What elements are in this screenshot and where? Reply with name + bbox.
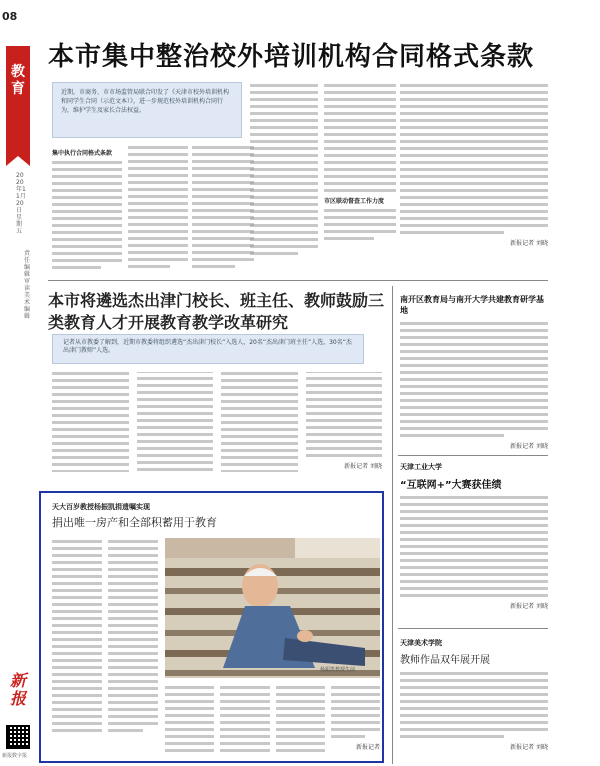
- main-lead-box: [52, 82, 242, 138]
- sidebar-story1-title: 南开区教育局与南开大学共建教育研学基地: [400, 295, 544, 315]
- sidebar-story3-title: 教师作品双年展开展: [400, 655, 490, 666]
- feature-headline: 捐出唯一房产和全部积蓄用于教育: [52, 516, 217, 529]
- sidebar-story2-signoff: 新报记者 刘晓: [510, 603, 548, 610]
- sidebar-divider: [398, 455, 548, 456]
- sidebar-story2-kicker: 天津工业大学: [400, 463, 442, 471]
- date-line: 2020年11月20日 星期五: [16, 172, 26, 235]
- sidebar-story2-title: “互联网+”大赛获佳绩: [400, 480, 502, 491]
- sidebar-divider: [398, 628, 548, 629]
- sidebar-story3-kicker: 天津美术学院: [400, 639, 442, 647]
- sidebar-story3-signoff: 新报记者 刘晓: [510, 744, 548, 751]
- main-column-2: [128, 146, 188, 276]
- photo-caption: 杨振凯教授生前: [320, 667, 356, 673]
- section-flag: [6, 46, 30, 156]
- sidebar-story1-signoff: 新报记者 刘晓: [510, 443, 548, 450]
- elderly-professor-image: [165, 538, 380, 678]
- second-headline: 本市将遴选杰出津门校长、班主任、教师鼓励三类教育人才开展教育教学改革研究: [48, 291, 385, 332]
- second-lead-box: [52, 334, 364, 364]
- sidebar-story3-body: [400, 672, 548, 760]
- main-column-6: [400, 84, 548, 276]
- main-column-5: [324, 84, 396, 274]
- second-lead-text: 记者从市教委了解到，近期市教委将组织遴选“杰出津门校长”入选人，20名“杰出津门班主任”人选，30名“杰出津门教师”人选。: [63, 339, 352, 354]
- main-column-3: [192, 146, 254, 276]
- main-subhead-1: 集中执行合同格式条款: [52, 150, 113, 157]
- feature-kicker: 天大百岁教授杨振凯捐遗嘱实现: [52, 503, 150, 511]
- main-headline: 本市集中整治校外培训机构合同格式条款: [48, 42, 535, 72]
- second-signoff: 新报记者 刘晓: [344, 462, 382, 470]
- main-column-4: [250, 84, 318, 274]
- section-label: 教育: [11, 64, 25, 97]
- main-signoff: 新报记者 刘晓: [510, 240, 548, 247]
- second-body: [52, 372, 382, 484]
- sidebar-story1-body: [400, 322, 548, 452]
- column-divider: [392, 286, 393, 764]
- feature-body-bottom: [165, 686, 380, 756]
- main-lead-text: 近期，市商务、市市场监管局联合印发了《天津市校外培训机构和同学生合同（示范文本）》，进一步规范校外培训机构合同行为，维护学生及家长合法权益。: [61, 89, 230, 114]
- sidebar-story2-body: [400, 496, 548, 624]
- newspaper-logo: 新报: [9, 671, 26, 708]
- page-number: 08: [2, 10, 18, 23]
- feature-body-left: [52, 540, 158, 758]
- section-divider: [48, 280, 548, 281]
- qr-code-icon[interactable]: [6, 725, 30, 749]
- qr-caption: 新报数字报: [2, 753, 28, 759]
- feature-photo: [165, 538, 380, 678]
- edit-line: 责任编辑 审读 美术编辑: [24, 250, 31, 320]
- main-column-1: [52, 146, 122, 276]
- main-subhead-2: 市区联动督查工作力度: [324, 198, 385, 205]
- feature-signoff: 新报记者: [355, 744, 380, 751]
